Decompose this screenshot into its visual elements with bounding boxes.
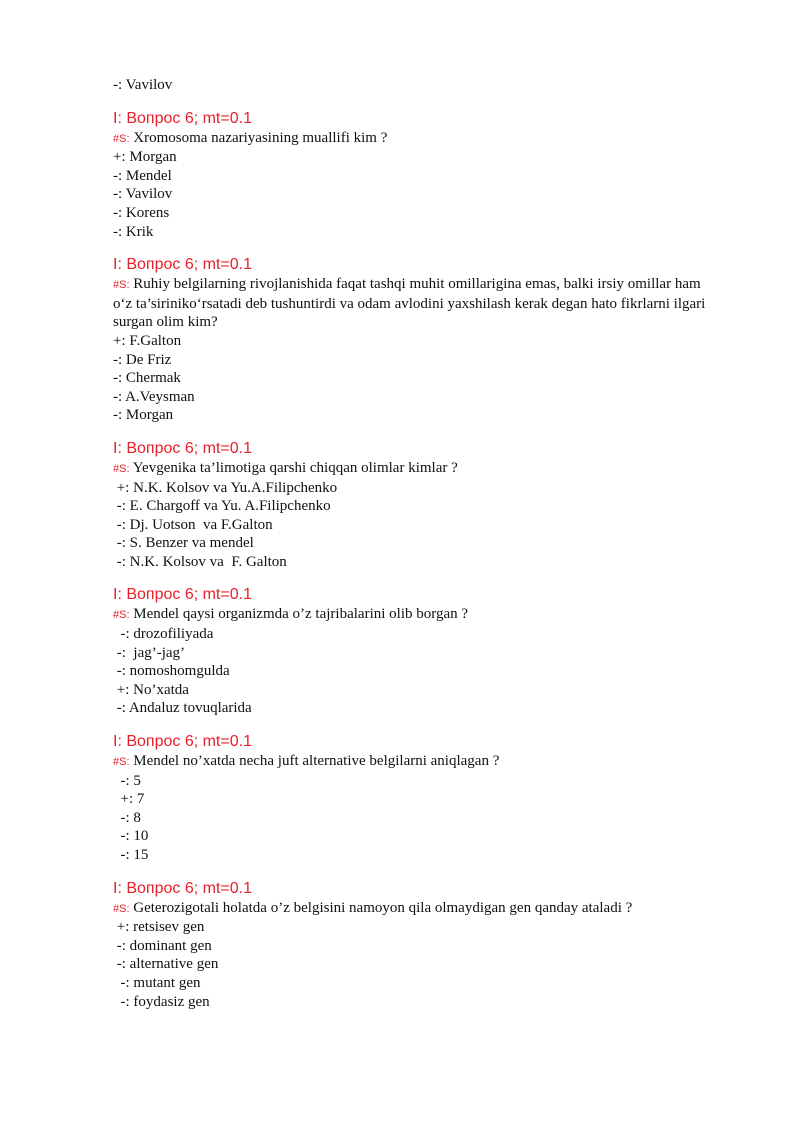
question-tag: #S: (113, 462, 130, 475)
answer-option: -: 5 (113, 772, 141, 789)
answer-option: -: drozofiliyada (113, 626, 214, 643)
question-text (113, 275, 723, 332)
answer-option: -: jag’-jag’ (113, 644, 186, 661)
question-body: Mendel qaysi organizmda o’z tajribalarini olib borgan ? (129, 606, 469, 623)
question-block (113, 732, 740, 865)
question-block (113, 439, 740, 572)
answer-option: -: S. Benzer va mendel (113, 535, 254, 552)
question-tag: #S: (113, 756, 130, 769)
answer-option: +: 7 (113, 791, 145, 808)
answer-option: -: Mendel (113, 167, 172, 184)
question-block (113, 255, 740, 425)
answer-option: -: mutant gen (113, 974, 201, 991)
question-tag: #S: (113, 132, 130, 145)
answer-option: -: E. Chargoff va Yu. A.Filipchenko (113, 498, 331, 515)
question-tag: #S: (113, 902, 130, 915)
question-heading: I: Вопрос 6; mt=0.1 (113, 439, 252, 457)
question-heading: I: Вопрос 6; mt=0.1 (113, 733, 252, 751)
question-heading: I: Вопрос 6; mt=0.1 (113, 109, 252, 127)
answer-option: -: Andaluz tovuqlarida (113, 700, 252, 717)
answer-option: -: Korens (113, 204, 170, 221)
answer-option: -: 10 (113, 828, 149, 845)
answer-option: -: 15 (113, 847, 149, 863)
answer-option: -: foydasiz gen (113, 993, 210, 1010)
option-line: -: Vavilov (113, 77, 173, 93)
question-body: Xromosoma nazariyasining muallifi kim ? (129, 129, 388, 146)
question-text (113, 752, 723, 772)
answer-option: -: Dj. Uotson va F.Galton (113, 516, 273, 533)
question-text (113, 899, 723, 919)
question-heading: I: Вопрос 6; mt=0.1 (113, 256, 252, 274)
question-text (113, 459, 723, 479)
answer-option: +: Morgan (113, 149, 177, 166)
answer-option: -: 8 (113, 809, 141, 826)
answer-option: -: A.Veysman (113, 388, 195, 405)
answer-option: -: N.K. Kolsov va F. Galton (113, 553, 287, 570)
answer-option: +: No’xatda (113, 681, 189, 698)
question-block (113, 109, 740, 242)
question-body: Yevgenika ta’limotiga qarshi chiqqan olimlar kimlar ? (129, 459, 458, 476)
answer-option: -: dominant gen (113, 937, 212, 954)
answer-option: -: Vavilov (113, 186, 173, 203)
answer-option: +: F.Galton (113, 332, 182, 349)
answer-option: -: Morgan (113, 407, 174, 424)
answer-option: -: alternative gen (113, 956, 219, 973)
answer-option: +: retsisev gen (113, 919, 205, 936)
question-body: Geterozigotali holatda o’z belgisini namoyon qila olmaydigan gen qanday ataladi ? (129, 899, 633, 916)
answer-option: -: De Friz (113, 351, 172, 368)
question-block (113, 879, 740, 1012)
question-heading: I: Вопрос 6; mt=0.1 (113, 879, 252, 897)
question-body: Ruhiy belgilarning rivojlanishida faqat tashqi muhit omillarigina emas, balki irsiy omillar ham o‘z ta’siriniko‘rsatadi deb tushuntirdi va odam avlodini yaxshilash kerak degan hato fikrlarni ilgari surgan olim kim? (113, 276, 706, 331)
question-text (113, 129, 723, 149)
question-block (113, 585, 740, 718)
question-text (113, 605, 723, 625)
answer-option: +: N.K. Kolsov va Yu.A.Filipchenko (113, 479, 338, 496)
answer-option: -: Chermak (113, 370, 181, 387)
answer-option: -: Krik (113, 223, 154, 240)
question-heading: I: Вопрос 6; mt=0.1 (113, 586, 252, 604)
question-list (113, 109, 740, 1012)
question-tag: #S: (113, 609, 130, 622)
answer-option: -: nomoshomgulda (113, 663, 230, 680)
question-tag: #S: (113, 279, 130, 292)
question-body: Mendel no’xatda necha juft alternative belgilarni aniqlagan ? (129, 753, 500, 770)
